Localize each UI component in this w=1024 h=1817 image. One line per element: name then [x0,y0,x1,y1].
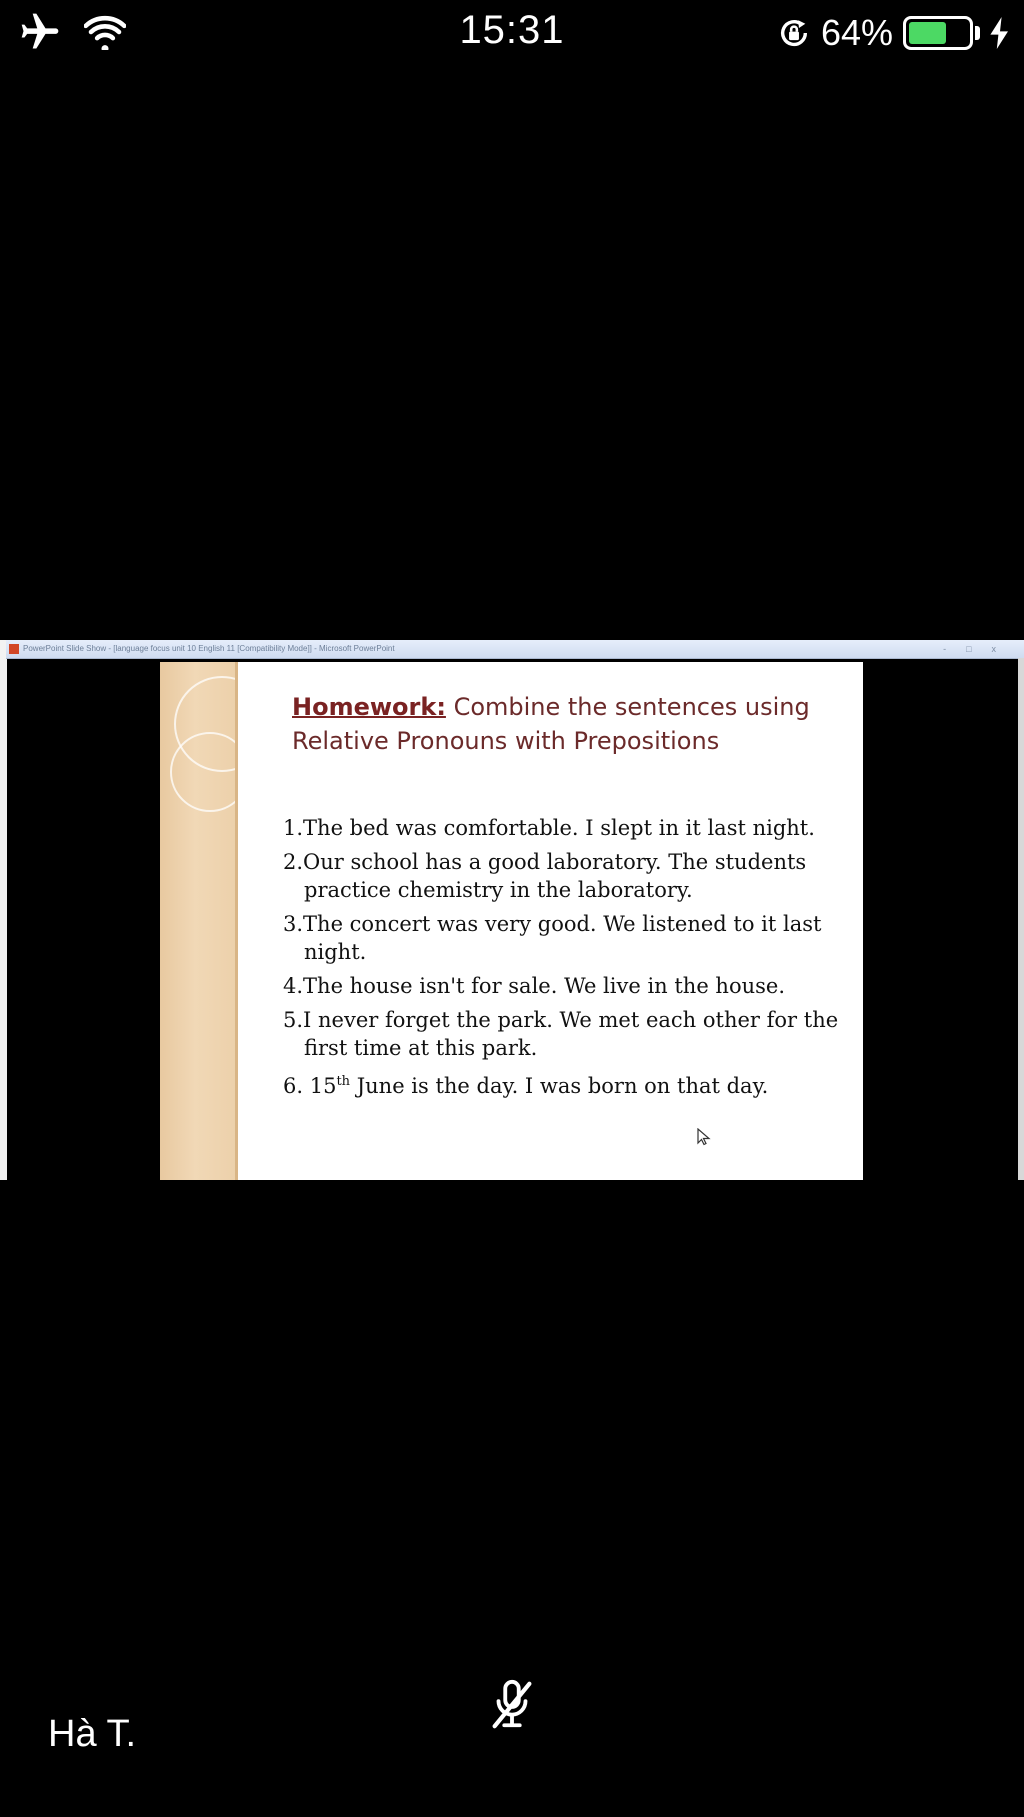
slide-title-instruction: Combine the sentences using Relative Pronouns with Prepositions [292,693,810,755]
ppt-window-title: PowerPoint Slide Show - [language focus unit 10 English 11 [Compatibility Mode]] - Microsoft PowerPoint [23,644,395,653]
muted-microphone-icon[interactable] [488,1678,536,1732]
orientation-lock-icon [777,16,811,50]
battery-cap [975,26,980,40]
slide [160,662,863,1180]
exercise-item: 4.The house isn't for sale. We live in the house. [283,974,786,998]
participant-name: Hà T. [48,1713,137,1755]
ppt-window-titlebar [6,640,1024,659]
exercise-item-prefix: 6. 15 [283,1074,337,1098]
exercise-item-text: June is the day. I was born on that day. [350,1074,769,1098]
status-bar-right [777,12,1010,54]
powerpoint-logo-icon [9,644,19,654]
status-time: 15:31 [459,8,565,52]
close-button[interactable]: x [991,644,1016,654]
battery-percentage: 64% [820,12,893,53]
shared-screen [0,640,1024,1180]
exercise-item: 1.The bed was comfortable. I slept in it last night. [283,816,815,840]
exercise-item: 5.I never forget the park. We met each other for the first time at this park. [283,1008,839,1060]
decorative-ring [170,732,250,812]
status-bar [0,0,1024,66]
minimize-button[interactable]: - [943,644,967,654]
window-left-edge [0,640,7,1180]
ordinal-suffix: th [336,1074,351,1089]
exercise-item: 2.Our school has a good laboratory. The students practice chemistry in the laboratory. [283,850,807,902]
exercise-item [283,1068,853,1100]
battery-icon [903,16,973,50]
window-right-edge [1018,658,1024,1180]
charging-bolt-icon [990,17,1010,49]
slide-accent-bar [160,662,238,1180]
maximize-button[interactable]: □ [966,644,992,654]
mouse-cursor-icon [697,1128,711,1146]
exercise-item: 3.The concert was very good. We listened to it last night. [283,912,822,964]
slide-title-homework: Homework: [292,693,446,721]
exercise-list [283,814,853,1106]
battery-fill [909,22,946,44]
slide-title [292,690,832,758]
ppt-window-controls [943,640,1016,658]
